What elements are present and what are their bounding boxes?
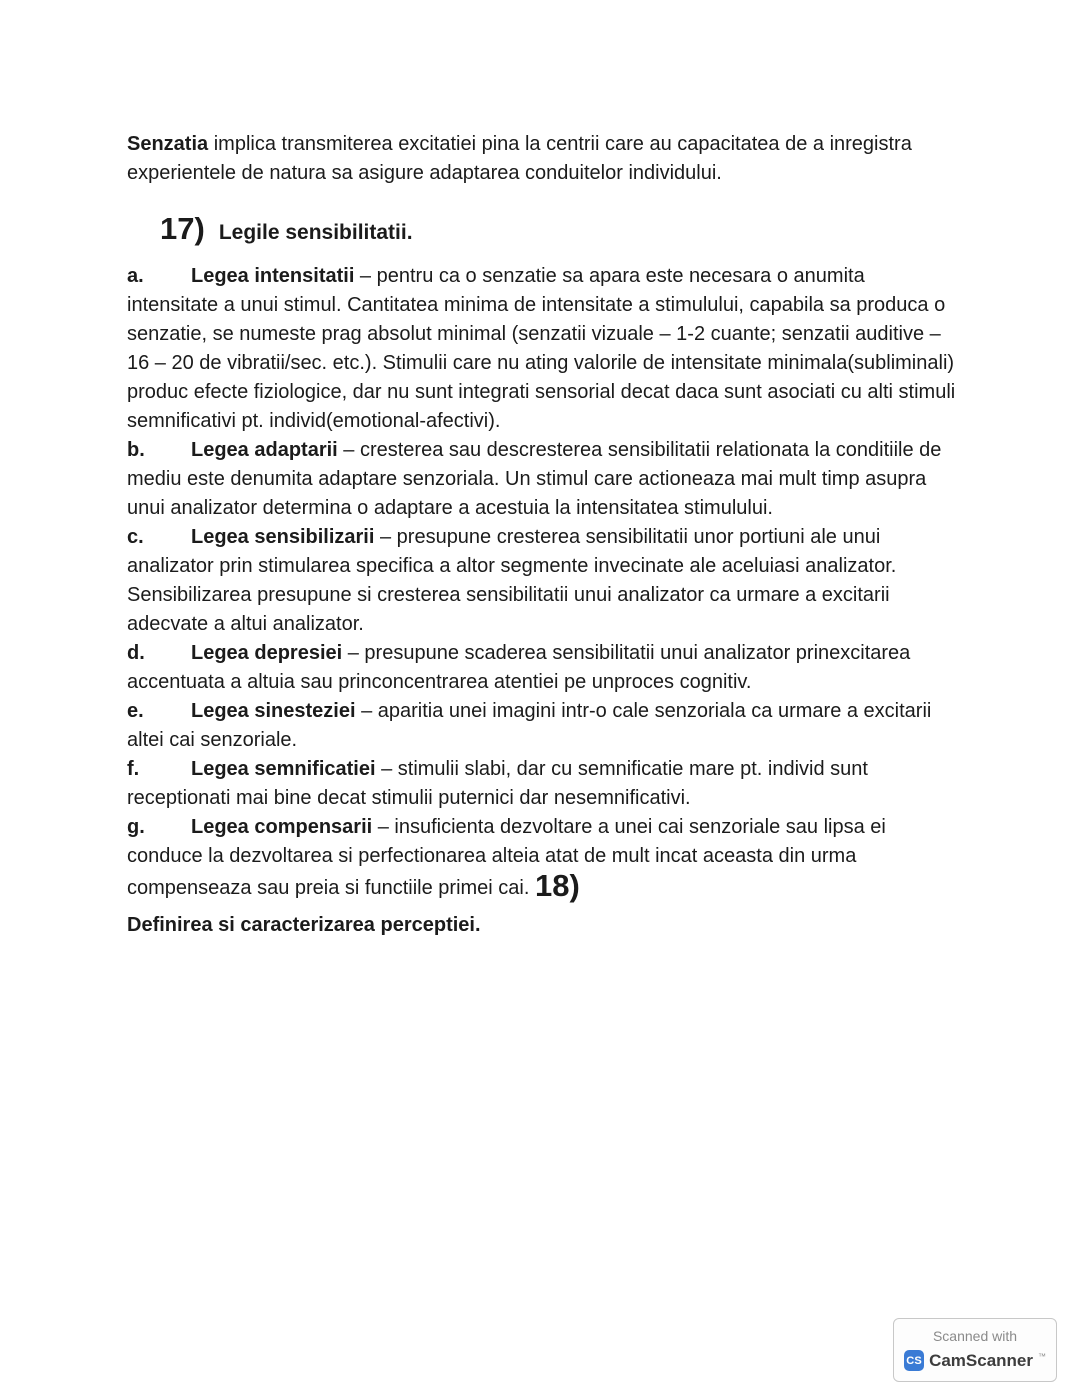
law-text: – presupune cresterea sensibilitatii unor portiuni ale unui analizator prin stimularea specifica a altor segmente invecinate ale aceluiasi analizator. Sensibilizarea presupune si cresterea sensibilitatii unui analizator ca urmare a excitarii adecvate a altui analizator.	[127, 526, 897, 635]
item-letter: f.	[127, 758, 140, 780]
camscanner-brand-name: CamScanner	[929, 1350, 1033, 1370]
law-term: Legea depresiei	[191, 642, 343, 664]
law-item-c	[127, 523, 959, 639]
item-letter: a.	[127, 265, 144, 287]
law-text: – insuficienta dezvoltare a unei cai senzoriale sau lipsa ei conduce la dezvoltarea si perfectionarea alteia atat de mult incat aceasta din urma compenseaza sau preia si functiile primei cai.	[127, 816, 886, 899]
law-item-g	[127, 813, 959, 903]
intro-text: implica transmiterea excitatiei pina la centrii care au capacitatea de a inregistra experientele de natura sa asigure adaptarea conduitelor individului.	[127, 133, 912, 184]
section-number: 17)	[160, 211, 205, 246]
law-term: Legea intensitatii	[191, 265, 355, 287]
law-term: Legea compensarii	[191, 816, 373, 838]
law-item-d	[127, 639, 959, 697]
law-text: – aparitia unei imagini intr-o cale senzoriala ca urmare a excitarii altei cai senzoriale.	[127, 700, 932, 751]
document-body	[127, 130, 959, 940]
section-title: Legile sensibilitatii.	[218, 221, 413, 244]
camscanner-badge	[893, 1318, 1057, 1382]
next-section-title: Definirea si caracterizarea perceptiei.	[127, 914, 481, 936]
item-letter: e.	[127, 700, 144, 722]
law-text: – pentru ca o senzatie sa apara este necesara o anumita intensitate a unui stimul. Cantitatea minima de intensitate a stimulului, capabila sa produca o senzatie, se numeste prag absolut minimal (senzatii vizuale – 1-2 cuante; senzatii auditive – 16 – 20 de vibratii/sec. etc.). Stimulii care nu ating valorile de intensitate minimala(subliminali) produc efecte fiziologice, dar nu sunt integrati sensorial decat daca sunt asociati cu alti stimuli semnificativi pt. individ(emotional-afectivi).	[127, 265, 956, 432]
trademark-symbol: ™	[1038, 1352, 1046, 1361]
camscanner-logo-icon: CS	[904, 1350, 924, 1371]
law-text: – presupune scaderea sensibilitatii unui analizator prinexcitarea accentuata a altuia sau princoncentrarea atentiei pe unproces cognitiv.	[127, 642, 911, 693]
scanned-with-label: Scanned with	[932, 1328, 1018, 1344]
law-item-e	[127, 697, 959, 755]
law-item-b	[127, 436, 959, 523]
intro-bold-term: Senzatia	[127, 133, 209, 155]
section-heading	[160, 212, 959, 252]
item-letter: c.	[127, 526, 144, 548]
item-letter: b.	[127, 439, 145, 461]
law-term: Legea sinesteziei	[191, 700, 356, 722]
law-text: – stimulii slabi, dar cu semnificatie mare pt. individ sunt receptionati mai bine decat stimulii puternici dar nesemnificativi.	[127, 758, 868, 809]
law-term: Legea sensibilizarii	[191, 526, 375, 548]
law-term: Legea semnificatiei	[191, 758, 376, 780]
item-letter: d.	[127, 642, 145, 664]
law-text: – cresterea sau descresterea sensibilitatii relationata la conditiile de mediu este denumita adaptare senzoriala. Un stimul care actioneaza mai mult timp asupra unui analizator determina o adaptare a acestuia la intensitatea stimulului.	[127, 439, 942, 519]
item-letter: g.	[127, 816, 145, 838]
law-term: Legea adaptarii	[191, 439, 338, 461]
intro-paragraph	[127, 130, 959, 188]
camscanner-brand-row	[904, 1350, 1046, 1371]
law-item-a	[127, 262, 959, 436]
law-item-f	[127, 755, 959, 813]
next-section-number: 18)	[534, 868, 580, 903]
